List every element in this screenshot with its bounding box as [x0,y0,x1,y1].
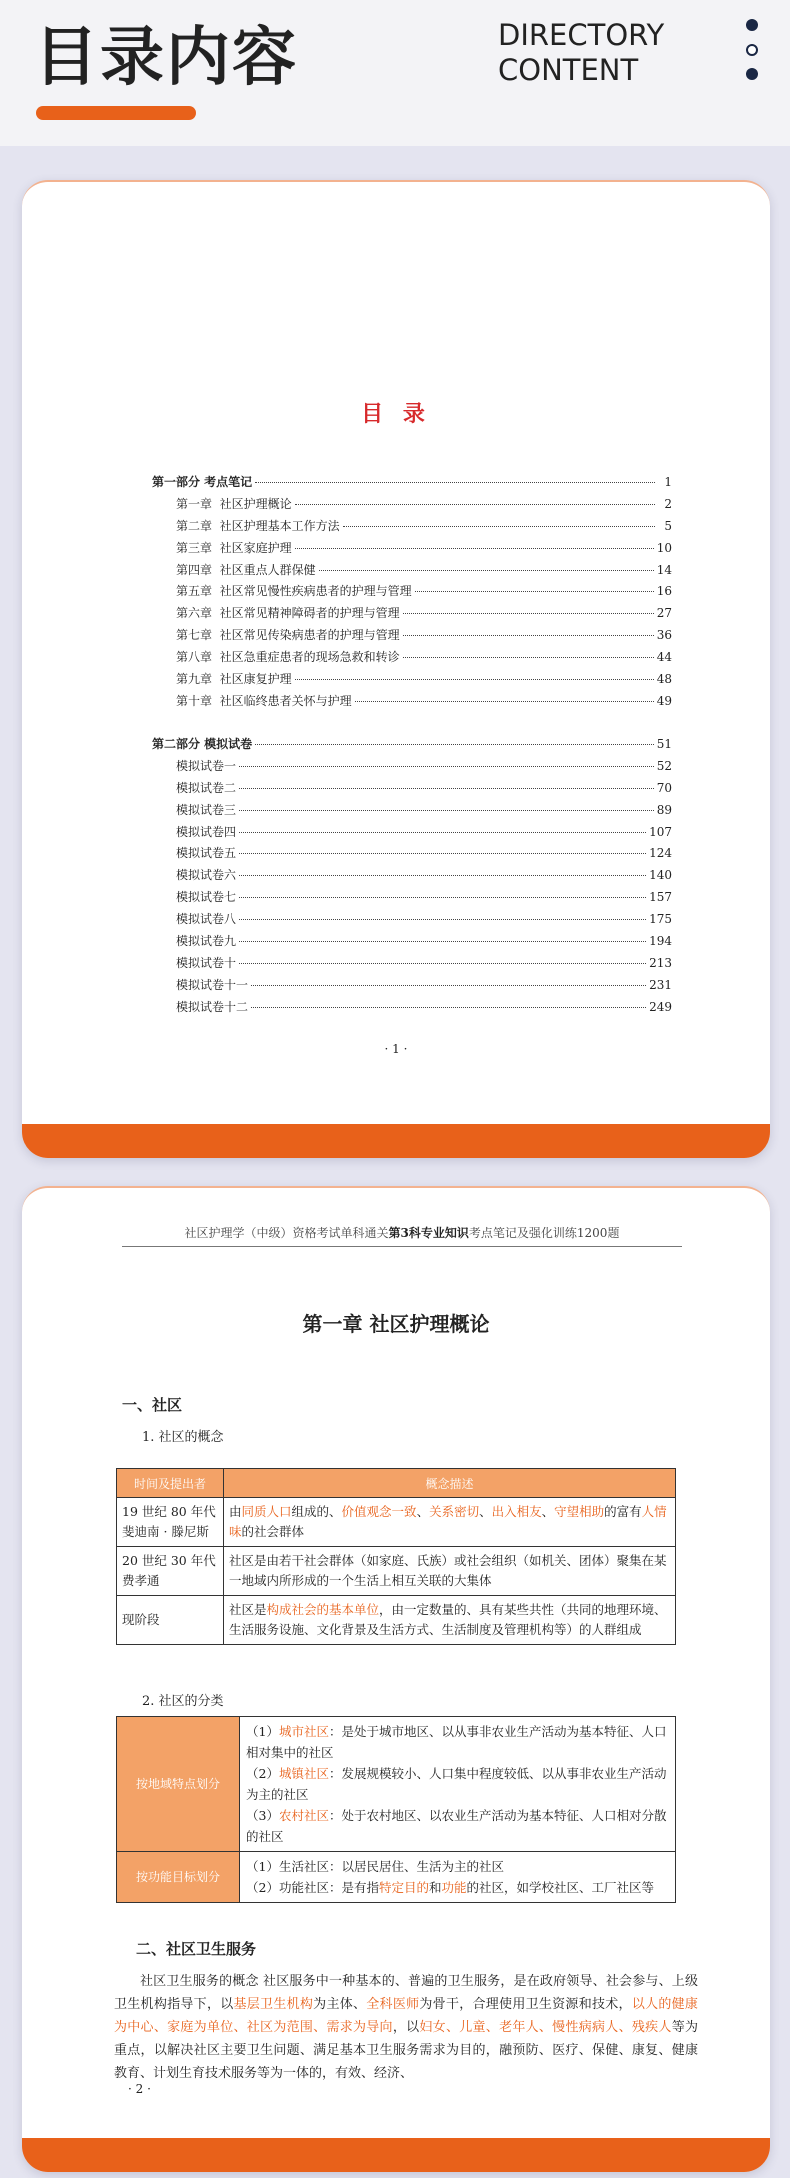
table-row [117,1717,676,1852]
toc-entry-label: 模拟试卷二 [176,780,237,795]
table-row [117,1596,676,1645]
toc-leader [239,963,646,964]
running-head-bold: 第3科专业知识 [388,1226,469,1240]
section-heading: 一、社区 [122,1396,183,1414]
toc-page: 2 [664,496,672,511]
toc-entry-label: 模拟试卷一 [176,758,237,773]
toc-leader [355,701,654,702]
toc-leader [415,591,654,592]
toc-page-card [22,180,770,1158]
toc-page: 213 [649,955,672,970]
toc-leader [251,1007,646,1008]
toc-entry [152,692,672,714]
toc-leader [295,679,654,680]
toc-entry [152,954,672,976]
toc-entry-label: 模拟试卷四 [176,824,237,839]
toc-part2 [152,735,672,1020]
toc-page: 194 [649,934,672,949]
toc-page: 89 [656,802,672,817]
section-heading: 二、社区卫生服务 [136,1940,257,1958]
toc-entry [152,888,672,910]
toc-leader [255,482,655,483]
toc-leader [239,919,646,920]
toc-part-row [152,735,672,757]
toc-entry-label: 模拟试卷八 [176,912,237,927]
running-head-pre: 社区护理学（中级）资格考试单科通关 [184,1226,389,1240]
toc-page: 124 [649,846,672,861]
subsection-heading: 2. 社区的分类 [142,1694,224,1709]
toc-entry [152,976,672,998]
table-cell: 社区是构成社会的基本单位，由一定数量的、具有某些共性（共同的地理环境、生活服务设施、文化背景及生活方式、生活制度及管理机构等）的人群组成 [224,1596,676,1645]
toc-entry-label: 第五章 社区常见慢性疾病患者的护理与管理 [176,584,412,599]
toc-entry-label: 模拟试卷十 [176,955,237,970]
toc-entry-label: 第七章 社区常见传染病患者的护理与管理 [176,628,400,643]
toc-entry [152,604,672,626]
chapter-page-card [22,1186,770,2172]
header-underline-bar [36,106,196,120]
community-classification-table [116,1716,676,1903]
header-en-line2: CONTENT [498,53,639,87]
card-footer-band [22,2138,770,2172]
page-number: · 1 · [384,1042,408,1056]
toc-entry-label: 第二章 社区护理基本工作方法 [176,518,340,533]
toc-page: 52 [656,758,672,773]
toc-entry-label: 模拟试卷六 [176,868,237,883]
card-footer-band [22,1124,770,1158]
toc-leader [403,635,654,636]
toc-page: 157 [649,890,672,905]
table-header: 概念描述 [224,1469,676,1498]
chapter-title: 第一章 社区护理概论 [302,1312,490,1336]
toc-page: 1 [664,475,672,489]
toc-page: 231 [649,977,672,992]
toc-part-row [152,473,672,495]
toc-entry-label: 第三章 社区家庭护理 [176,540,292,555]
toc-page: 175 [649,912,672,927]
toc-page: 44 [656,650,672,665]
toc-entry [152,517,672,539]
toc-page: 70 [656,780,672,795]
toc-entry [152,582,672,604]
toc-entry-label: 模拟试卷五 [176,846,237,861]
toc-page: 10 [656,540,672,555]
table-cell: 20 世纪 30 年代 费孝通 [117,1547,224,1596]
toc-leader [295,504,655,505]
toc-page: 27 [656,606,672,621]
toc-entry-label: 第六章 社区常见精神障碍者的护理与管理 [176,606,400,621]
subsection-heading: 1. 社区的概念 [142,1430,224,1445]
running-head [122,1224,682,1247]
table-side-label: 按地域特点划分 [117,1717,240,1852]
toc-entry [152,670,672,692]
toc-entry [152,779,672,801]
toc-title: 目 录 [361,401,431,427]
header-english-title [498,18,664,88]
table-cell: 现阶段 [117,1596,224,1645]
page-header [0,0,790,146]
toc-entry-label: 第十章 社区临终患者关怀与护理 [176,693,352,708]
toc-entry [152,910,672,932]
toc-entry [152,801,672,823]
toc-page: 16 [656,584,672,599]
community-concept-table [116,1468,676,1645]
toc-leader [239,832,646,833]
toc-entry [152,844,672,866]
toc-entry [152,539,672,561]
toc-entry [152,626,672,648]
toc-leader [343,526,655,527]
table-row [117,1498,676,1547]
toc-leader [251,985,646,986]
toc-leader [255,744,654,745]
table-side-label: 按功能目标划分 [117,1852,240,1903]
pager-dot-icon[interactable] [746,19,758,31]
body-paragraph: 社区卫生服务的概念 社区服务中一种基本的、普遍的卫生服务，是在政府领导、社会参与、上级卫生机构指导下，以基层卫生机构为主体、全科医师为骨干，合理使用卫生资源和技术，以人的健康为中心、家庭为单位、社区为范围、需求为导向，以妇女、儿童、老年人、慢性病病人、残疾人等为重点，以解决社区主要卫生问题、满足基本卫生服务需求为目的，融预防、医疗、保健、康复、健康教育、计划生育技术服务等为一体的，有效、经济、 [114,1974,698,2081]
table-cell: （1）城市社区：是处于城市地区、以从事非农业生产活动为基本特征、人口相对集中的社区 （2）城镇社区：发展规模较小、人口集中程度较低、以从事非农业生产活动为主的社区 （3）农村社区：处于农村地区、以农业生产活动为基本特征、人口相对分散的社区 [240,1717,676,1852]
pager-dot-active-icon[interactable] [746,44,758,56]
toc-leader [239,941,646,942]
toc-entry [152,998,672,1020]
toc-page: 140 [649,868,672,883]
toc-leader [403,613,654,614]
toc-entry-label: 模拟试卷十二 [176,999,249,1014]
toc-page: 14 [656,562,672,577]
toc-part-label: 第一部分 考点笔记 [152,475,253,489]
toc-leader [239,788,654,789]
toc-page: 5 [664,518,672,533]
toc-entry [152,561,672,583]
toc-entry [152,648,672,670]
toc-entry-label: 第九章 社区康复护理 [176,672,292,687]
running-head-post: 考点笔记及强化训练1200题 [468,1226,620,1240]
toc-leader [319,570,654,571]
toc-entry [152,932,672,954]
toc-page: 107 [649,824,672,839]
toc-leader [295,548,654,549]
toc-entry-label: 第四章 社区重点人群保健 [176,562,316,577]
toc-page: 51 [656,737,672,751]
table-row [117,1547,676,1596]
page-number: · 2 · [128,2082,151,2096]
toc-entry-label: 第八章 社区急重症患者的现场急救和转诊 [176,650,400,665]
toc-entry [152,495,672,517]
table-cell: 社区是由若干社会群体（如家庭、氏族）或社会组织（如机关、团体）聚集在某一地域内所形成的一个生活上相互关联的大集体 [224,1547,676,1596]
header-title: 目录内容 [34,21,298,95]
toc-leader [403,657,654,658]
toc-entry-label: 模拟试卷九 [176,934,237,949]
header-en-line1: DIRECTORY [498,18,665,52]
toc-entry-label: 模拟试卷十一 [176,977,249,992]
toc-entry-label: 模拟试卷七 [176,890,237,905]
table-cell: 19 世纪 80 年代 斐迪南 · 滕尼斯 [117,1498,224,1547]
table-cell: （1）生活社区：以居民居住、生活为主的社区 （2）功能社区：是有指特定目的和功能的社区，如学校社区、工厂社区等 [240,1852,676,1903]
toc-part-label: 第二部分 模拟试卷 [152,737,253,751]
toc-leader [239,810,654,811]
toc-entry [152,823,672,845]
toc-page: 49 [656,693,672,708]
toc-leader [239,897,646,898]
toc-entry-label: 模拟试卷三 [176,802,237,817]
toc-part1 [152,473,672,714]
toc-entry [152,757,672,779]
toc-page: 48 [656,672,672,687]
table-cell: 由同质人口组成的、价值观念一致、关系密切、出入相友、守望相助的富有人情味的社会群体 [224,1498,676,1547]
toc-leader [239,875,646,876]
toc-leader [239,853,646,854]
toc-entry [152,866,672,888]
table-row [117,1852,676,1903]
table-header: 时间及提出者 [117,1469,224,1498]
toc-entry-label: 第一章 社区护理概论 [176,496,292,511]
toc-page: 36 [656,628,672,643]
toc-leader [239,766,654,767]
toc-page: 249 [649,999,672,1014]
pager-dot-icon[interactable] [746,68,758,80]
